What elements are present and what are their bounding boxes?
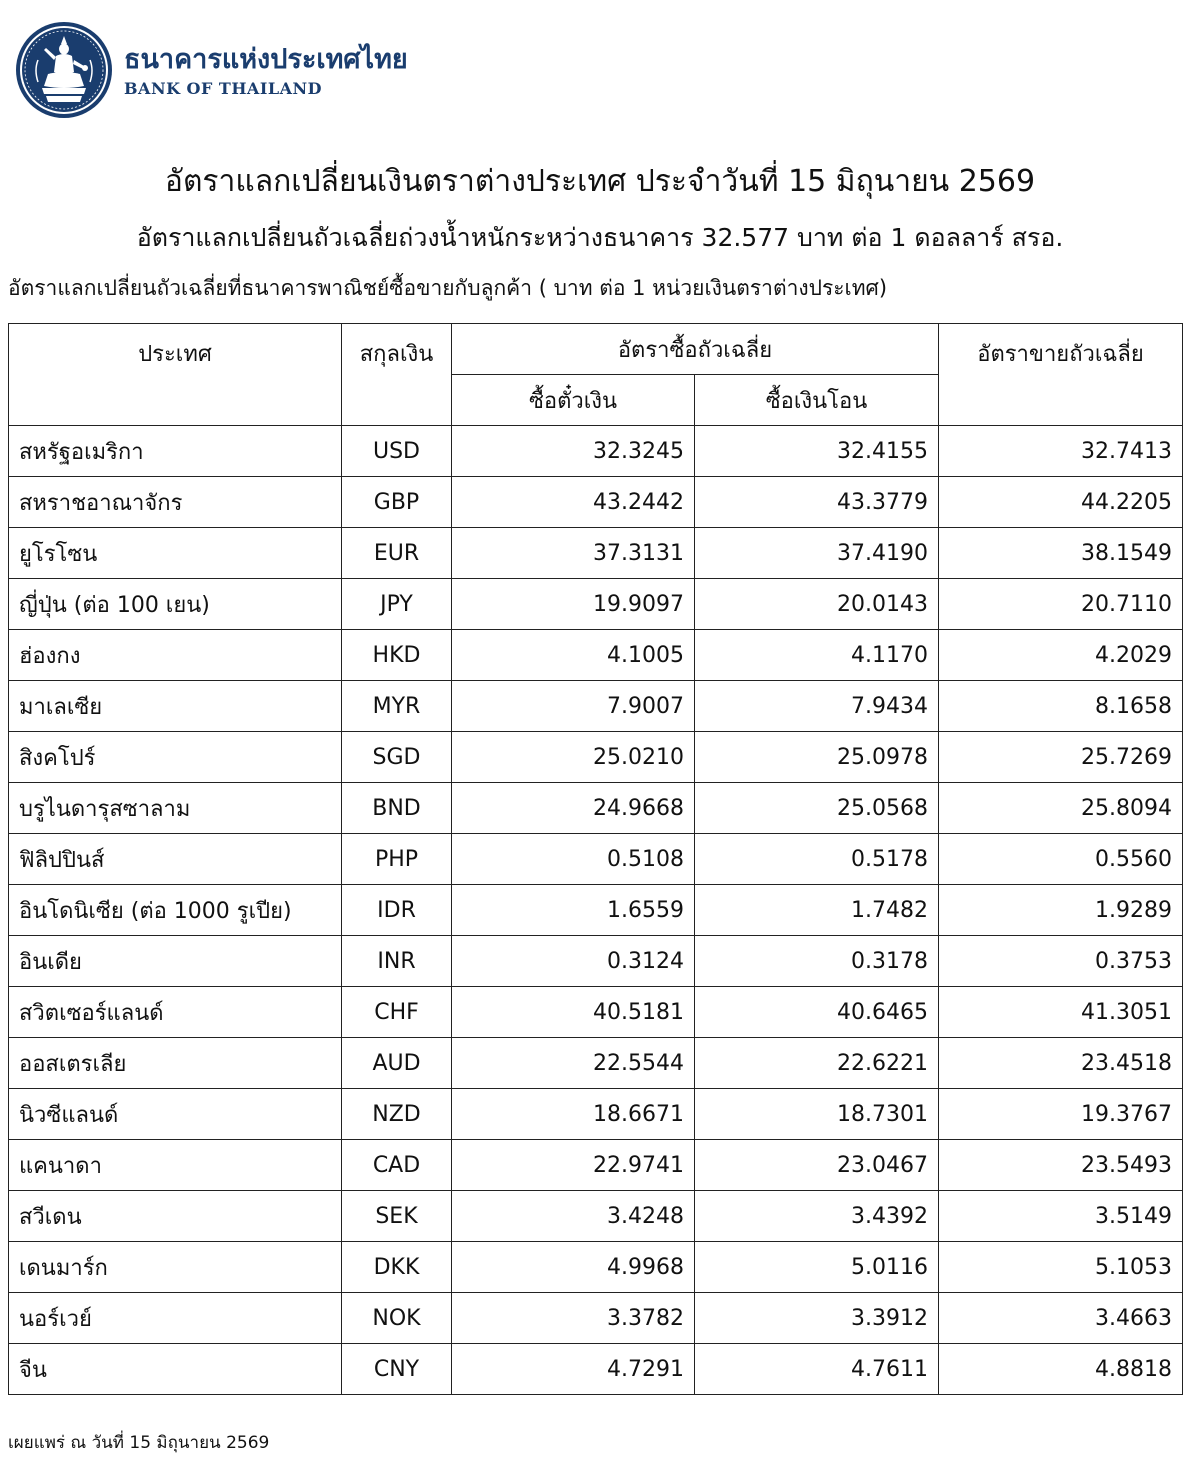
sell-rate-cell: 19.3767	[939, 1089, 1183, 1140]
currency-code-cell: NOK	[342, 1293, 452, 1344]
buy-transfer-cell: 22.6221	[695, 1038, 939, 1089]
buy-sight-bill-cell: 32.3245	[452, 426, 695, 477]
buy-sight-bill-cell: 22.5544	[452, 1038, 695, 1089]
country-cell: ออสเตรเลีย	[9, 1038, 342, 1089]
buy-transfer-cell: 25.0568	[695, 783, 939, 834]
sell-rate-cell: 8.1658	[939, 681, 1183, 732]
country-cell: ฟิลิปปินส์	[9, 834, 342, 885]
country-cell: เดนมาร์ก	[9, 1242, 342, 1293]
table-row	[9, 936, 1183, 987]
buy-transfer-cell: 40.6465	[695, 987, 939, 1038]
bank-name-thai: ธนาคารแห่งประเทศไทย	[124, 43, 408, 75]
currency-code-cell: GBP	[342, 477, 452, 528]
header-buying-transfer: ซื้อเงินโอน	[695, 375, 939, 426]
buy-sight-bill-cell: 1.6559	[452, 885, 695, 936]
country-cell: แคนาดา	[9, 1140, 342, 1191]
sell-rate-cell: 32.7413	[939, 426, 1183, 477]
currency-code-cell: USD	[342, 426, 452, 477]
table-row	[9, 1242, 1183, 1293]
table-row	[9, 783, 1183, 834]
table-row	[9, 834, 1183, 885]
country-cell: อินโดนิเซีย (ต่อ 1000 รูเปีย)	[9, 885, 342, 936]
table-row	[9, 885, 1183, 936]
country-cell: สิงคโปร์	[9, 732, 342, 783]
bank-name-english: BANK OF THAILAND	[124, 78, 322, 98]
buy-transfer-cell: 43.3779	[695, 477, 939, 528]
page-header	[14, 20, 408, 120]
table-row	[9, 528, 1183, 579]
header-country: ประเทศ	[9, 324, 342, 426]
interbank-rate-subtitle: อัตราแลกเปลี่ยนถัวเฉลี่ยถ่วงน้ำหนักระหว่างธนาคาร 32.577 บาท ต่อ 1 ดอลลาร์ สรอ.	[136, 223, 1064, 252]
country-cell: สหราชอาณาจักร	[9, 477, 342, 528]
buy-transfer-cell: 4.7611	[695, 1344, 939, 1395]
sell-rate-cell: 3.5149	[939, 1191, 1183, 1242]
table-row	[9, 477, 1183, 528]
table-caption: อัตราแลกเปลี่ยนถัวเฉลี่ยที่ธนาคารพาณิชย์ซื้อขายกับลูกค้า ( บาท ต่อ 1 หน่วยเงินตราต่างประเทศ)	[8, 276, 888, 300]
currency-code-cell: INR	[342, 936, 452, 987]
buy-sight-bill-cell: 22.9741	[452, 1140, 695, 1191]
country-cell: อินเดีย	[9, 936, 342, 987]
sell-rate-cell: 1.9289	[939, 885, 1183, 936]
buy-sight-bill-cell: 4.7291	[452, 1344, 695, 1395]
sell-rate-cell: 4.2029	[939, 630, 1183, 681]
table-row	[9, 630, 1183, 681]
buy-sight-bill-cell: 43.2442	[452, 477, 695, 528]
table-row	[9, 1140, 1183, 1191]
table-row	[9, 1293, 1183, 1344]
currency-code-cell: IDR	[342, 885, 452, 936]
currency-code-cell: JPY	[342, 579, 452, 630]
buy-transfer-cell: 32.4155	[695, 426, 939, 477]
buy-sight-bill-cell: 7.9007	[452, 681, 695, 732]
header-buying-average: อัตราซื้อถัวเฉลี่ย	[452, 324, 939, 375]
table-row	[9, 1344, 1183, 1395]
country-cell: บรูไนดารุสซาลาม	[9, 783, 342, 834]
header-currency: สกุลเงิน	[342, 324, 452, 426]
publish-date: เผยแพร่ ณ วันที่ 15 มิถุนายน 2569	[8, 1433, 270, 1453]
bank-of-thailand-emblem-icon	[14, 20, 114, 120]
buy-transfer-cell: 7.9434	[695, 681, 939, 732]
sell-rate-cell: 5.1053	[939, 1242, 1183, 1293]
country-cell: ฮ่องกง	[9, 630, 342, 681]
currency-code-cell: NZD	[342, 1089, 452, 1140]
buy-sight-bill-cell: 0.5108	[452, 834, 695, 885]
buy-transfer-cell: 3.4392	[695, 1191, 939, 1242]
buy-sight-bill-cell: 4.1005	[452, 630, 695, 681]
currency-code-cell: DKK	[342, 1242, 452, 1293]
sell-rate-cell: 0.3753	[939, 936, 1183, 987]
buy-transfer-cell: 4.1170	[695, 630, 939, 681]
table-row	[9, 1191, 1183, 1242]
currency-code-cell: PHP	[342, 834, 452, 885]
table-row	[9, 579, 1183, 630]
buy-transfer-cell: 5.0116	[695, 1242, 939, 1293]
country-cell: นอร์เวย์	[9, 1293, 342, 1344]
country-cell: สวิตเซอร์แลนด์	[9, 987, 342, 1038]
exchange-rate-table	[8, 323, 1183, 1395]
currency-code-cell: CAD	[342, 1140, 452, 1191]
currency-code-cell: SGD	[342, 732, 452, 783]
currency-code-cell: CHF	[342, 987, 452, 1038]
country-cell: ญี่ปุ่น (ต่อ 100 เยน)	[9, 579, 342, 630]
buy-sight-bill-cell: 3.3782	[452, 1293, 695, 1344]
header-selling-average: อัตราขายถัวเฉลี่ย	[939, 324, 1183, 426]
currency-code-cell: EUR	[342, 528, 452, 579]
table-row	[9, 681, 1183, 732]
sell-rate-cell: 38.1549	[939, 528, 1183, 579]
buy-transfer-cell: 1.7482	[695, 885, 939, 936]
buy-transfer-cell: 0.5178	[695, 834, 939, 885]
country-cell: ยูโรโซน	[9, 528, 342, 579]
currency-code-cell: MYR	[342, 681, 452, 732]
sell-rate-cell: 23.5493	[939, 1140, 1183, 1191]
buy-sight-bill-cell: 24.9668	[452, 783, 695, 834]
country-cell: นิวซีแลนด์	[9, 1089, 342, 1140]
country-cell: สวีเดน	[9, 1191, 342, 1242]
buy-transfer-cell: 25.0978	[695, 732, 939, 783]
currency-code-cell: CNY	[342, 1344, 452, 1395]
sell-rate-cell: 25.7269	[939, 732, 1183, 783]
buy-transfer-cell: 18.7301	[695, 1089, 939, 1140]
table-row	[9, 1089, 1183, 1140]
buy-sight-bill-cell: 25.0210	[452, 732, 695, 783]
sell-rate-cell: 0.5560	[939, 834, 1183, 885]
buy-sight-bill-cell: 4.9968	[452, 1242, 695, 1293]
buy-sight-bill-cell: 3.4248	[452, 1191, 695, 1242]
buy-sight-bill-cell: 18.6671	[452, 1089, 695, 1140]
currency-code-cell: BND	[342, 783, 452, 834]
sell-rate-cell: 3.4663	[939, 1293, 1183, 1344]
buy-sight-bill-cell: 19.9097	[452, 579, 695, 630]
currency-code-cell: AUD	[342, 1038, 452, 1089]
buy-transfer-cell: 20.0143	[695, 579, 939, 630]
buy-sight-bill-cell: 40.5181	[452, 987, 695, 1038]
currency-code-cell: SEK	[342, 1191, 452, 1242]
table-row	[9, 987, 1183, 1038]
country-cell: สหรัฐอเมริกา	[9, 426, 342, 477]
country-cell: จีน	[9, 1344, 342, 1395]
page-title: อัตราแลกเปลี่ยนเงินตราต่างประเทศ ประจำวันที่ 15 มิถุนายน 2569	[164, 164, 1036, 199]
currency-code-cell: HKD	[342, 630, 452, 681]
sell-rate-cell: 41.3051	[939, 987, 1183, 1038]
table-row	[9, 732, 1183, 783]
sell-rate-cell: 25.8094	[939, 783, 1183, 834]
sell-rate-cell: 23.4518	[939, 1038, 1183, 1089]
buy-transfer-cell: 37.4190	[695, 528, 939, 579]
buy-sight-bill-cell: 0.3124	[452, 936, 695, 987]
sell-rate-cell: 44.2205	[939, 477, 1183, 528]
buy-transfer-cell: 23.0467	[695, 1140, 939, 1191]
buy-sight-bill-cell: 37.3131	[452, 528, 695, 579]
sell-rate-cell: 20.7110	[939, 579, 1183, 630]
bank-names	[124, 43, 408, 98]
sell-rate-cell: 4.8818	[939, 1344, 1183, 1395]
buy-transfer-cell: 0.3178	[695, 936, 939, 987]
table-row	[9, 426, 1183, 477]
header-buying-sight-bill: ซื้อตั๋วเงิน	[452, 375, 695, 426]
buy-transfer-cell: 3.3912	[695, 1293, 939, 1344]
country-cell: มาเลเซีย	[9, 681, 342, 732]
table-row	[9, 1038, 1183, 1089]
table-body	[9, 426, 1183, 1395]
